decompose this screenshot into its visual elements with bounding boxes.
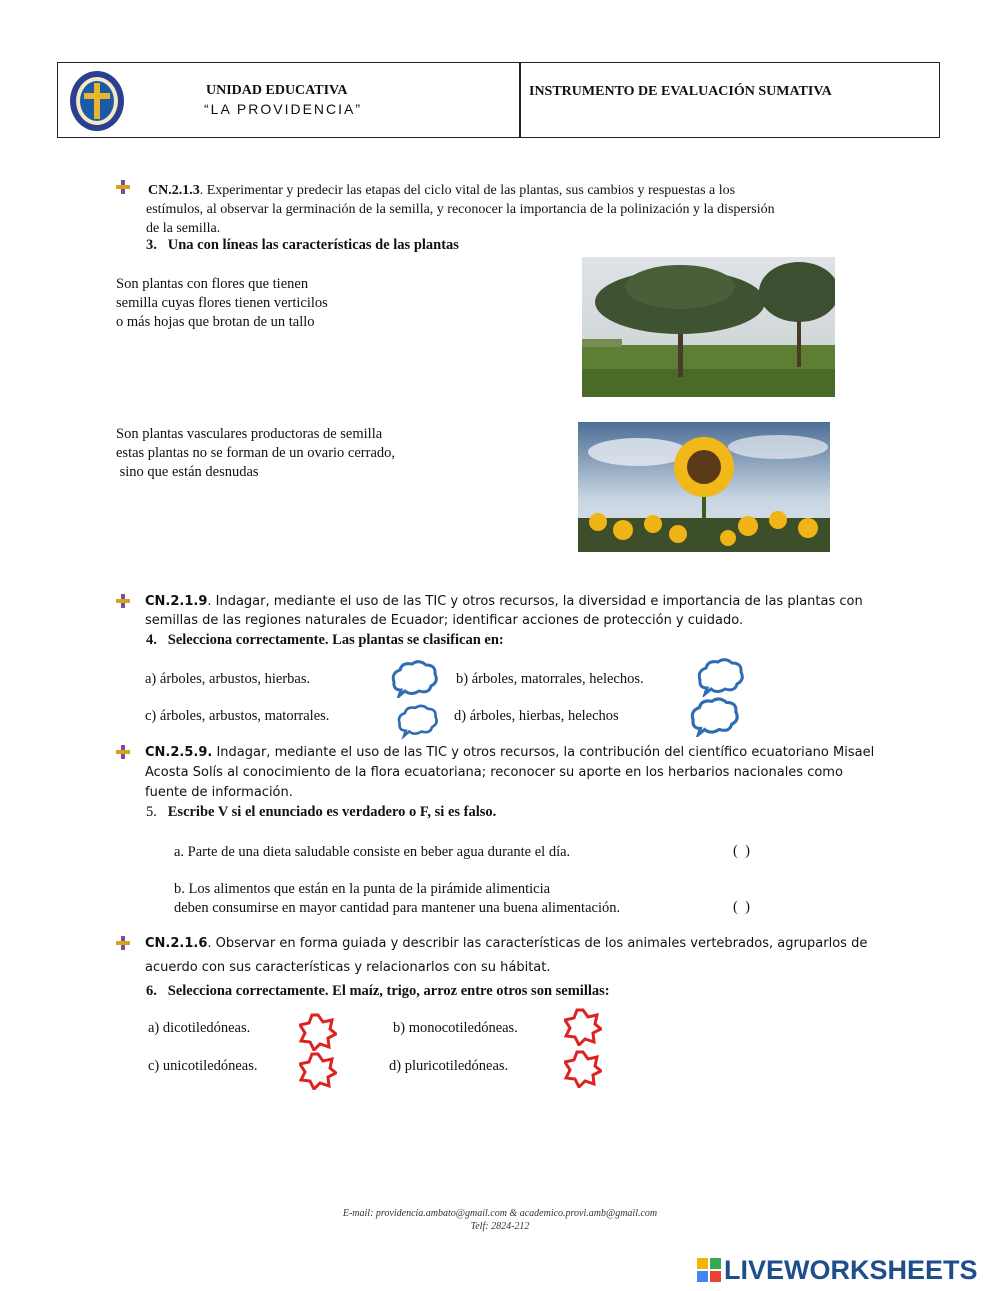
objective-cn219: CN.2.1.9. Indagar, mediante el uso de las TIC y otros recursos, la diversidad e importancia de las plantas con — [145, 594, 863, 609]
objective-line: semillas de las regiones naturales de Ecuador; identificar acciones de protección y cuidado. — [145, 613, 744, 628]
cloud-answer-box[interactable] — [397, 700, 439, 742]
liveworksheets-logo[interactable] — [697, 1255, 978, 1285]
bullet-icon — [116, 936, 130, 950]
answer-paren-b[interactable]: ( ) — [733, 899, 750, 915]
footer-phone: Telf: 2824-212 — [470, 1221, 530, 1232]
sunflower-image[interactable] — [578, 422, 830, 552]
objective-line: acuerdo con sus características y relacionarlos con su hábitat. — [145, 960, 551, 975]
option-text: d) árboles, hierbas, helechos — [454, 708, 619, 724]
objective-line: de la semilla. — [146, 221, 221, 236]
bullet-icon — [116, 180, 130, 194]
star-answer-box[interactable] — [299, 1013, 337, 1051]
araucaria-tree-image[interactable] — [582, 257, 835, 397]
liveworksheets-wordmark: LIVEWORKSHEETS — [724, 1254, 978, 1285]
objective-code: CN.2.1.3 — [148, 183, 200, 198]
bullet-icon — [116, 745, 130, 759]
bullet-icon — [116, 594, 130, 608]
option-text: b) árboles, matorrales, helechos. — [456, 671, 644, 687]
school-name: UNIDAD EDUCATIVA — [206, 83, 348, 98]
question-4: 4. Selecciona correctamente. Las plantas se clasifican en: — [146, 632, 504, 648]
true-false-item-b: b. Los alimentos que están en la punta de la pirámide alimenticia deben consumirse en mayor cantidad para mantener una buena alimentación. — [174, 881, 621, 916]
footer-email: E-mail: providencia.ambato@gmail.com & academico.provi.amb@gmail.com — [342, 1208, 658, 1219]
star-answer-box[interactable] — [299, 1052, 337, 1090]
question-6: 6. Selecciona correctamente. El maíz, trigo, arroz entre otros son semillas: — [146, 983, 610, 999]
cloud-answer-box[interactable] — [391, 660, 439, 698]
document-title: INSTRUMENTO DE EVALUACIÓN SUMATIVA — [529, 84, 832, 99]
objective-code: CN.2.1.9 — [145, 594, 208, 609]
objective-cn216: CN.2.1.6. Observar en forma guiada y describir las características de los animales vertebrados, agruparlos de — [145, 936, 868, 951]
objective-code: CN.2.1.6 — [145, 936, 208, 951]
question-5: 5. Escribe V si el enunciado es verdadero o F, si es falso. — [146, 804, 497, 820]
answer-paren-a[interactable]: ( ) — [733, 843, 750, 859]
option-text: d) pluricotiledóneas. — [389, 1058, 509, 1074]
description-angiosperm: Son plantas con flores que tienen semilla cuyas flores tienen verticilos o más hojas que brotan de un tallo — [116, 276, 328, 330]
option-text: a) dicotiledóneas. — [148, 1020, 251, 1036]
objective-cn213: CN.2.1.3. Experimentar y predecir las etapas del ciclo vital de las plantas, sus cambios y respuestas a los — [148, 183, 736, 198]
cloud-answer-box[interactable] — [697, 657, 745, 697]
option-text: c) árboles, arbustos, matorrales. — [145, 708, 330, 724]
star-answer-box[interactable] — [564, 1050, 602, 1088]
objective-cn259: CN.2.5.9. Indagar, mediante el uso de las TIC y otros recursos, la contribución del científico ecuatoriano Misael — [145, 745, 875, 760]
true-false-item-a: a. Parte de una dieta saludable consiste en beber agua durante el día. — [174, 844, 571, 860]
option-text: b) monocotiledóneas. — [393, 1020, 518, 1036]
school-subtitle: “LA PROVIDENCIA” — [204, 101, 363, 117]
question-3: 3. Una con líneas las características de las plantas — [146, 237, 459, 253]
cloud-answer-box[interactable] — [690, 697, 740, 737]
header-school-box — [57, 62, 520, 138]
objective-line: fuente de información. — [145, 785, 293, 800]
objective-line: estímulos, al observar la germinación de la semilla, y reconocer la importancia de la polinización y la dispersión — [146, 202, 775, 217]
objective-code: CN.2.5.9. — [145, 745, 213, 760]
school-crest-icon — [68, 69, 126, 133]
option-text: c) unicotiledóneas. — [148, 1058, 258, 1074]
liveworksheets-logo-icon — [697, 1258, 721, 1282]
objective-line: Acosta Solís al conocimiento de la flora ecuatoriana; reconocer su aporte en los herbarios nacionales como — [145, 765, 843, 780]
header-title-box — [520, 62, 940, 138]
description-gymnosperm: Son plantas vasculares productoras de semilla estas plantas no se forman de un ovario cerrado, sino que están desnudas — [116, 426, 396, 480]
option-text: a) árboles, arbustos, hierbas. — [145, 671, 311, 687]
star-answer-box[interactable] — [564, 1008, 602, 1046]
